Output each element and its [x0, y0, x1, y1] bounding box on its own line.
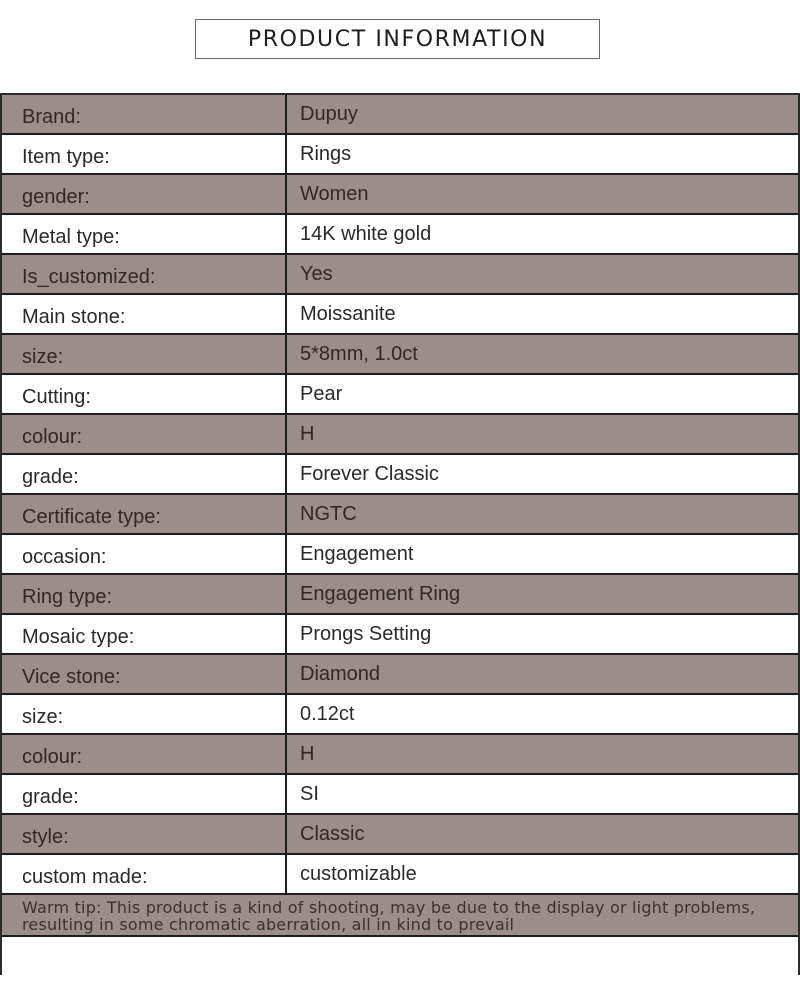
row-value: 14K white gold	[300, 223, 432, 245]
row-label: Certificate type:	[2, 495, 287, 533]
table-row	[2, 655, 798, 695]
row-value: Prongs Setting	[300, 623, 432, 645]
row-label: size:	[2, 335, 287, 373]
table-row	[2, 335, 798, 375]
empty-row	[2, 937, 798, 975]
row-value: customizable	[300, 863, 417, 885]
row-label: custom made:	[2, 855, 287, 893]
row-label: Brand:	[2, 95, 287, 133]
row-label: gender:	[2, 175, 287, 213]
row-label: Ring type:	[2, 575, 287, 613]
row-value: SI	[300, 783, 319, 805]
row-value: Diamond	[300, 663, 381, 685]
row-label: grade:	[2, 775, 287, 813]
row-label: colour:	[2, 735, 287, 773]
table-row	[2, 575, 798, 615]
table-row	[2, 95, 798, 135]
table-row	[2, 815, 798, 855]
row-label: Is_customized:	[2, 255, 287, 293]
table-row	[2, 135, 798, 175]
row-label: grade:	[2, 455, 287, 493]
table-row	[2, 775, 798, 815]
table-row	[2, 535, 798, 575]
row-value: Engagement Ring	[300, 583, 461, 605]
table-row	[2, 255, 798, 295]
row-value: H	[300, 423, 315, 445]
row-value: Dupuy	[300, 103, 358, 125]
row-label: Main stone:	[2, 295, 287, 333]
row-value: Engagement	[300, 543, 414, 565]
row-label: Mosaic type:	[2, 615, 287, 653]
table-row	[2, 695, 798, 735]
table-row	[2, 855, 798, 895]
table-row	[2, 215, 798, 255]
row-value: Rings	[300, 143, 352, 165]
row-label: Metal type:	[2, 215, 287, 253]
row-label: colour:	[2, 415, 287, 453]
row-value: 5*8mm, 1.0ct	[300, 343, 418, 365]
row-value: NGTC	[300, 503, 357, 525]
row-value: Moissanite	[300, 303, 396, 325]
row-value: Yes	[300, 263, 333, 285]
table-body	[2, 95, 798, 895]
row-label: Item type:	[2, 135, 287, 173]
row-value: Pear	[300, 383, 343, 405]
table-row	[2, 495, 798, 535]
row-label: Cutting:	[2, 375, 287, 413]
row-value: Classic	[300, 823, 365, 845]
table-row	[2, 295, 798, 335]
row-label: size:	[2, 695, 287, 733]
product-info-table	[0, 93, 800, 975]
section-title-box	[195, 19, 600, 59]
row-value: H	[300, 743, 315, 765]
warm-tip-text: Warm tip: This product is a kind of shooting, may be due to the display or light problems, resulting in some chromatic aberration, all in kind to prevail	[22, 898, 756, 934]
row-value: Forever Classic	[300, 463, 439, 485]
row-label: Vice stone:	[2, 655, 287, 693]
table-row	[2, 415, 798, 455]
table-row	[2, 375, 798, 415]
warm-tip-row	[2, 895, 798, 937]
section-title: PRODUCT INFORMATION	[247, 26, 548, 52]
table-row	[2, 735, 798, 775]
table-row	[2, 615, 798, 655]
row-value: 0.12ct	[300, 703, 355, 725]
table-row	[2, 455, 798, 495]
row-value: Women	[300, 183, 369, 205]
table-row	[2, 175, 798, 215]
row-label: style:	[2, 815, 287, 853]
row-label: occasion:	[2, 535, 287, 573]
